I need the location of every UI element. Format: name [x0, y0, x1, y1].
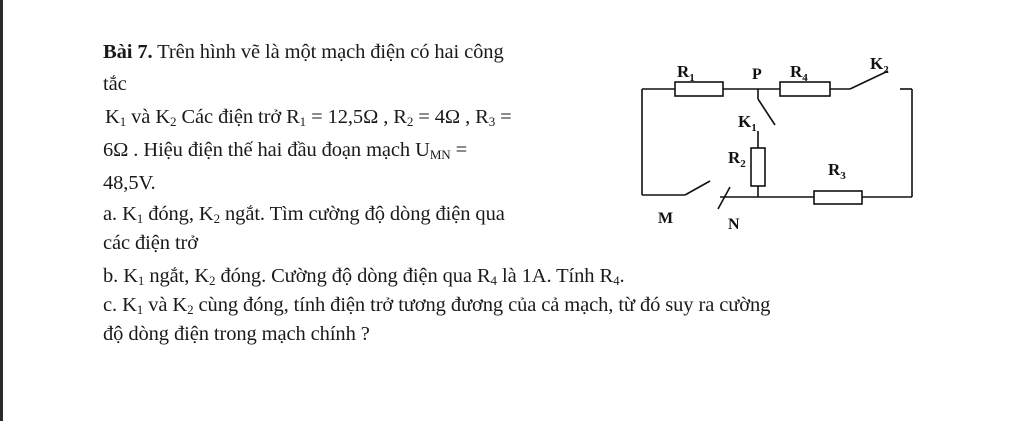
k1-subscript: 1 [136, 302, 144, 317]
part-c-mid: và [143, 294, 173, 316]
label-r2: $R_2$ [728, 148, 746, 170]
part-a-mid: đóng, [143, 203, 199, 225]
voltage-value: 48,5V. [103, 172, 156, 194]
problem-line-2 [103, 71, 127, 97]
k1-symbol: K [123, 265, 138, 287]
k2-symbol: K [155, 106, 171, 128]
problem-title: Bài 7. [103, 41, 153, 63]
switch-k1-lever [758, 99, 775, 125]
part-b [103, 263, 625, 289]
problem-line-3 [105, 104, 512, 130]
umn-subscript: MN [429, 147, 451, 162]
r4-symbol: R [599, 265, 614, 287]
k2-symbol: K [198, 203, 214, 225]
problem-line-2-text: tắc [103, 73, 127, 95]
label-n: N [728, 216, 740, 233]
label-r3: $R_3$ [828, 160, 846, 182]
r3-symbol: R [470, 106, 489, 128]
part-a-label: a. [103, 203, 123, 225]
k1-subscript: 1 [136, 211, 144, 226]
r3-value: = [495, 106, 512, 128]
part-a-rest: ngắt. Tìm cường độ dòng điện qua [220, 203, 505, 225]
problem-line-1-text: Trên hình vẽ là một mạch điện có hai công [152, 41, 504, 63]
part-a-continuation: các điện trở [103, 232, 199, 254]
r1-symbol: R [286, 106, 300, 128]
part-a [103, 201, 505, 227]
k2-subscript: 2 [213, 211, 220, 226]
label-r1: $R_1$ [677, 62, 695, 84]
page-left-border [0, 0, 3, 421]
label-k2: $K_2$ [870, 54, 889, 76]
r2-value: = 4Ω , [413, 106, 471, 128]
part-c [103, 292, 770, 318]
r1-subscript: 1 [299, 114, 307, 129]
r2-subscript: 2 [406, 114, 414, 129]
label-r4: $R_4$ [790, 62, 808, 84]
conj-and: và [126, 106, 156, 128]
k2-subscript: 2 [209, 273, 216, 288]
switch-n-lever [718, 187, 730, 209]
problem-line-1 [103, 39, 504, 65]
circuit-diagram [630, 45, 930, 245]
resistor-r4 [780, 82, 830, 96]
umn-symbol: U [415, 139, 430, 161]
resistor-r3 [814, 191, 862, 204]
part-a-line-2 [103, 230, 198, 256]
part-c-line-2 [103, 321, 370, 347]
part-b-rest-2: là 1A. Tính [496, 265, 600, 287]
k1-symbol: K [122, 294, 137, 316]
resistors-intro: Các điện trở [176, 106, 287, 128]
k2-subscript: 2 [170, 114, 177, 129]
r4-subscript: 4 [490, 273, 497, 288]
label-m: M [658, 210, 674, 227]
resistor-r1 [675, 82, 723, 96]
cropped-text-strip [105, 0, 805, 6]
k1-subscript: 1 [137, 273, 145, 288]
part-b-mid: ngắt, [144, 265, 195, 287]
k2-symbol: K [172, 294, 188, 316]
r1-value: = 12,5Ω , [306, 106, 389, 128]
r4-symbol: R [476, 265, 491, 287]
label-k1: $K_1$ [738, 112, 757, 134]
resistor-r2 [751, 148, 765, 186]
r3-subscript: 3 [488, 114, 496, 129]
part-c-rest: cùng đóng, tính điện trở tương đương của cả mạch, từ đó suy ra cường [193, 294, 771, 316]
r2-symbol: R [388, 106, 407, 128]
k2-subscript: 2 [187, 302, 194, 317]
problem-line-4 [103, 137, 467, 163]
part-c-label: c. [103, 294, 123, 316]
part-c-continuation: độ dòng điện trong mạch chính ? [103, 323, 370, 345]
k1-subscript: 1 [119, 114, 127, 129]
problem-line-5 [103, 170, 156, 196]
umn-equals: = [450, 139, 468, 161]
k2-symbol: K [194, 265, 210, 287]
part-b-label: b. [103, 265, 124, 287]
part-b-rest: đóng. Cường độ dòng điện qua [215, 265, 477, 287]
switch-mn-lever [685, 181, 710, 195]
k1-symbol: K [122, 203, 137, 225]
label-p: P [752, 66, 762, 83]
voltage-intro: 6Ω . Hiệu điện thế hai đầu đoạn mạch [103, 139, 416, 161]
part-b-end: . [619, 265, 625, 287]
r4-subscript: 4 [613, 273, 620, 288]
k1-symbol: K [105, 106, 120, 128]
